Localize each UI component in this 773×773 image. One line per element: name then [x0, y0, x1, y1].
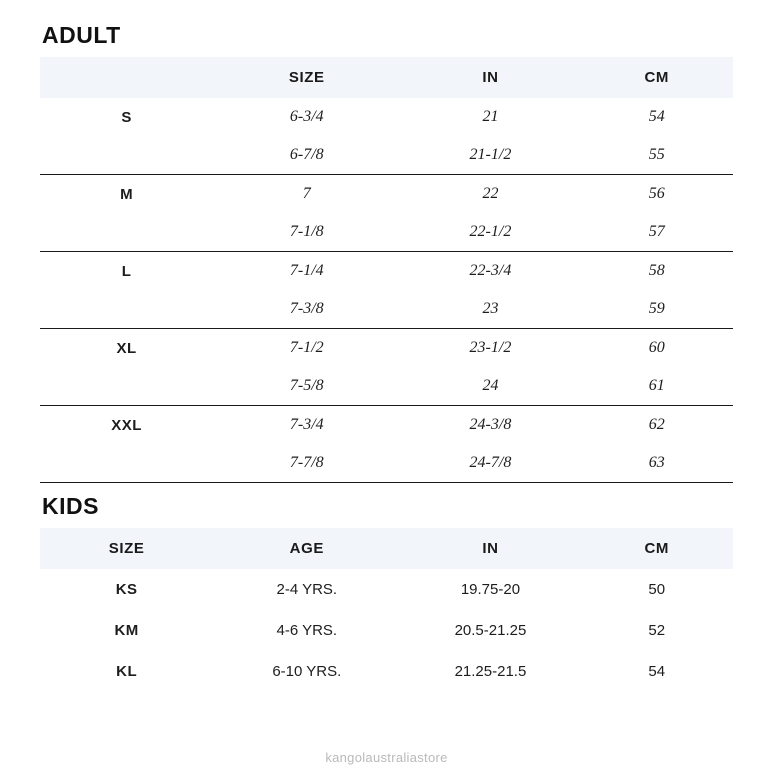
adult-cell-in: 24-7/8 — [400, 444, 580, 483]
kids-cell-size: KS — [115, 581, 138, 598]
adult-header-cm: CM — [581, 57, 733, 98]
adult-cell-cm: 62 — [648, 416, 665, 433]
table-row — [40, 367, 733, 406]
adult-cell-cm: 61 — [581, 367, 733, 406]
table-row — [40, 213, 733, 252]
kids-cell-in: 20.5-21.25 — [454, 622, 527, 639]
watermark: kangolaustraliastore — [325, 750, 448, 765]
table-row — [40, 98, 733, 136]
adult-cell-hat: 7-1/4 — [289, 262, 324, 279]
adult-cell-hat: 7-5/8 — [213, 367, 400, 406]
adult-section-title: ADULT — [42, 22, 121, 48]
table-row — [40, 569, 733, 610]
adult-cell-hat: 7-1/8 — [213, 213, 400, 252]
table-row — [40, 444, 733, 483]
adult-cell-cm: 56 — [648, 185, 665, 202]
kids-table-head — [40, 528, 733, 569]
kids-header-row — [40, 528, 733, 569]
adult-cell-size — [40, 136, 213, 175]
adult-cell-size — [40, 290, 213, 329]
adult-cell-size: M — [120, 185, 134, 203]
table-row — [40, 136, 733, 175]
adult-cell-cm: 60 — [648, 339, 665, 356]
adult-cell-size: XL — [116, 339, 137, 357]
kids-cell-size: KM — [114, 622, 139, 639]
kids-cell-age: 4-6 YRS. — [276, 622, 338, 639]
adult-cell-hat: 6-7/8 — [213, 136, 400, 175]
adult-cell-hat: 7-7/8 — [213, 444, 400, 483]
adult-cell-size — [40, 444, 213, 483]
adult-cell-in: 23-1/2 — [469, 339, 512, 356]
kids-size-table — [40, 528, 733, 692]
table-row — [40, 651, 733, 692]
kids-cell-age: 6-10 YRS. — [272, 663, 342, 680]
adult-size-table — [40, 57, 733, 483]
table-row — [40, 329, 733, 368]
kids-cell-in: 21.25-21.5 — [454, 663, 527, 680]
kids-cell-cm: 54 — [648, 663, 666, 680]
adult-cell-hat: 7 — [302, 185, 311, 202]
adult-table-body — [40, 98, 733, 483]
adult-cell-cm: 59 — [581, 290, 733, 329]
kids-table-body — [40, 569, 733, 692]
adult-header-blank — [40, 57, 213, 98]
adult-cell-hat: 7-3/4 — [289, 416, 324, 433]
adult-cell-hat: 7-3/8 — [213, 290, 400, 329]
kids-header-cm: CM — [581, 528, 733, 569]
kids-cell-size: KL — [116, 663, 138, 680]
adult-cell-in: 22-3/4 — [469, 262, 512, 279]
table-row — [40, 290, 733, 329]
adult-cell-cm: 63 — [581, 444, 733, 483]
kids-cell-cm: 52 — [648, 622, 666, 639]
adult-cell-size: L — [121, 262, 132, 280]
adult-header-row — [40, 57, 733, 98]
adult-cell-in: 22-1/2 — [400, 213, 580, 252]
adult-cell-size — [40, 213, 213, 252]
kids-cell-in: 19.75-20 — [460, 581, 521, 598]
adult-cell-in: 21-1/2 — [400, 136, 580, 175]
adult-cell-hat: 6-3/4 — [289, 108, 324, 125]
adult-cell-cm: 54 — [648, 108, 665, 125]
adult-table-head — [40, 57, 733, 98]
kids-header-age: AGE — [213, 528, 400, 569]
table-row — [40, 610, 733, 651]
adult-cell-cm: 58 — [648, 262, 665, 279]
adult-cell-size: S — [121, 108, 132, 126]
adult-cell-in: 22 — [482, 185, 499, 202]
kids-section-title: KIDS — [42, 493, 99, 519]
adult-cell-size: XXL — [111, 416, 142, 434]
table-row — [40, 406, 733, 445]
adult-cell-hat: 7-1/2 — [289, 339, 324, 356]
adult-header-in: IN — [400, 57, 580, 98]
adult-cell-in: 21 — [482, 108, 499, 125]
kids-cell-cm: 50 — [648, 581, 666, 598]
adult-cell-in: 23 — [400, 290, 580, 329]
kids-cell-age: 2-4 YRS. — [276, 581, 338, 598]
adult-cell-cm: 57 — [581, 213, 733, 252]
table-row — [40, 175, 733, 214]
adult-header-size: SIZE — [213, 57, 400, 98]
kids-header-size: SIZE — [40, 528, 213, 569]
adult-cell-in: 24 — [400, 367, 580, 406]
table-row — [40, 252, 733, 291]
adult-cell-in: 24-3/8 — [469, 416, 512, 433]
kids-header-in: IN — [400, 528, 580, 569]
adult-cell-size — [40, 367, 213, 406]
adult-cell-cm: 55 — [581, 136, 733, 175]
